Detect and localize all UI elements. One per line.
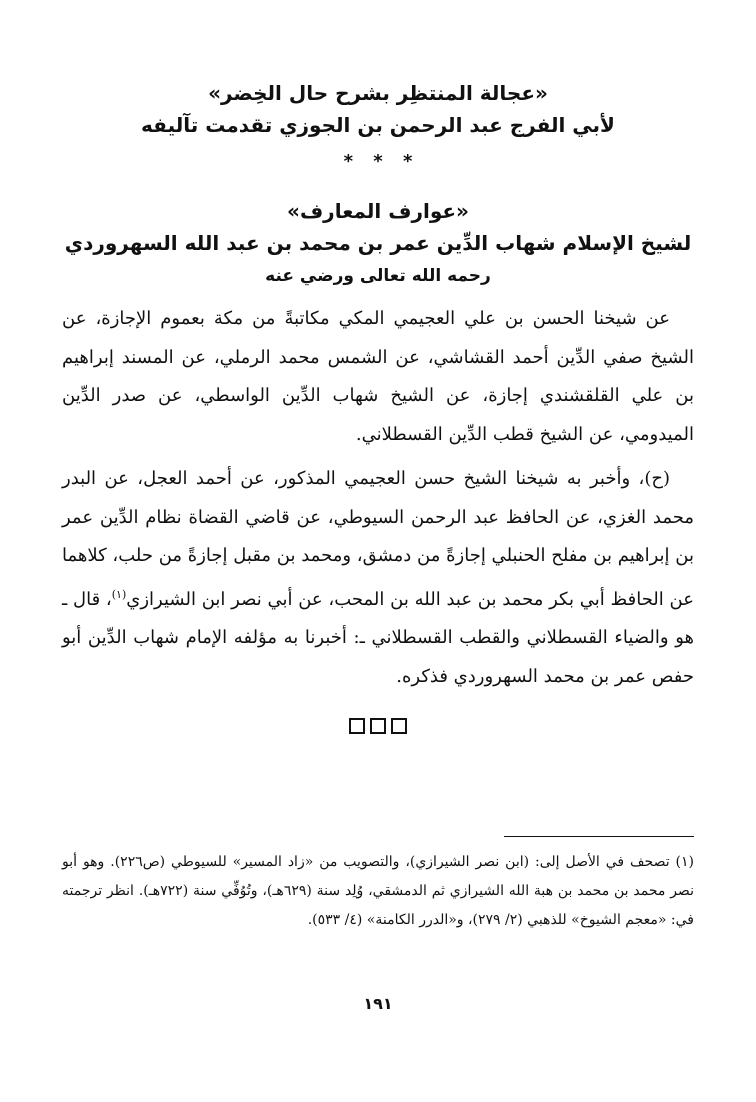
square-icon: [370, 718, 386, 734]
book-title-1: «عجالة المنتظِر بشرح حال الخِضر»: [208, 81, 548, 105]
separator-stars: * * *: [343, 151, 413, 172]
page-number: ١٩١: [363, 994, 393, 1013]
paragraph-2-part-2: ، قال ـ هو والضياء القسطلاني والقطب القسطلاني ـ: أخبرنا به مؤلفه الإمام شهاب الدِّين أبو حفص عمر بن محمد السهروردي فذكره.: [62, 588, 694, 687]
page-body: [62, 78, 694, 734]
square-icon: [391, 718, 407, 734]
book-author-2: لشيخ الإسلام شهاب الدِّين عمر بن محمد بن عبد الله السهروردي: [64, 231, 692, 255]
square-icon: [349, 718, 365, 734]
book-title-2: «عوارف المعارف»: [287, 199, 469, 223]
end-marker-squares: [62, 718, 694, 734]
footnote-divider: [504, 836, 694, 837]
paragraph-2-part-1: (ح)، وأخبر به شيخنا الشيخ حسن العجيمي المذكور، عن أحمد العجل، عن البدر محمد الغزي، عن الحافظ عبد الرحمن السيوطي، عن قاضي القضاة نظام الدِّين عمر بن إبراهيم بن مفلح الحنبلي إجازةً من دمشق، ومحمد بن مقبل إجازةً من حلب، كلاهما عن الحافظ أبي بكر محمد بن عبد الله بن المحب، عن أبي نصر ابن الشيرازي: [62, 468, 694, 610]
author-blessing: رحمه الله تعالى ورضي عنه: [265, 266, 491, 286]
paragraph-2: [62, 460, 694, 696]
footnote: (١) تصحف في الأصل إلى: (ابن نصر الشيرازي)، والتصويب من «زاد المسير» للسيوطي (ص٢٢٦). وهو أبو نصر محمد بن محمد بن هبة الله الشيرازي ثم الدمشقي، وُلِد سنة (٦٢٩هـ)، وتُوُفِّي سنة (٧٢٢هـ). انظر ترجمته في: «معجم الشيوخ» للذهبي (٢/ ٢٧٩)، و«الدرر الكامنة» (٤/ ٥٣٣).: [62, 854, 694, 928]
book-author-1: لأبي الفرج عبد الرحمن بن الجوزي تقدمت تآليفه: [141, 113, 615, 137]
paragraph-1: عن شيخنا الحسن بن علي العجيمي المكي مكاتبةً من مكة بعموم الإجازة، عن الشيخ صفي الدِّين أحمد القشاشي، عن الشمس محمد الرملي، عن المسند إبراهيم بن علي القلقشندي إجازة، عن الشيخ شهاب الدِّين الواسطي، عن صدر الدِّين الميدومي، عن الشيخ قطب الدِّين القسطلاني.: [62, 308, 694, 445]
footnote-reference: (١): [111, 587, 127, 601]
